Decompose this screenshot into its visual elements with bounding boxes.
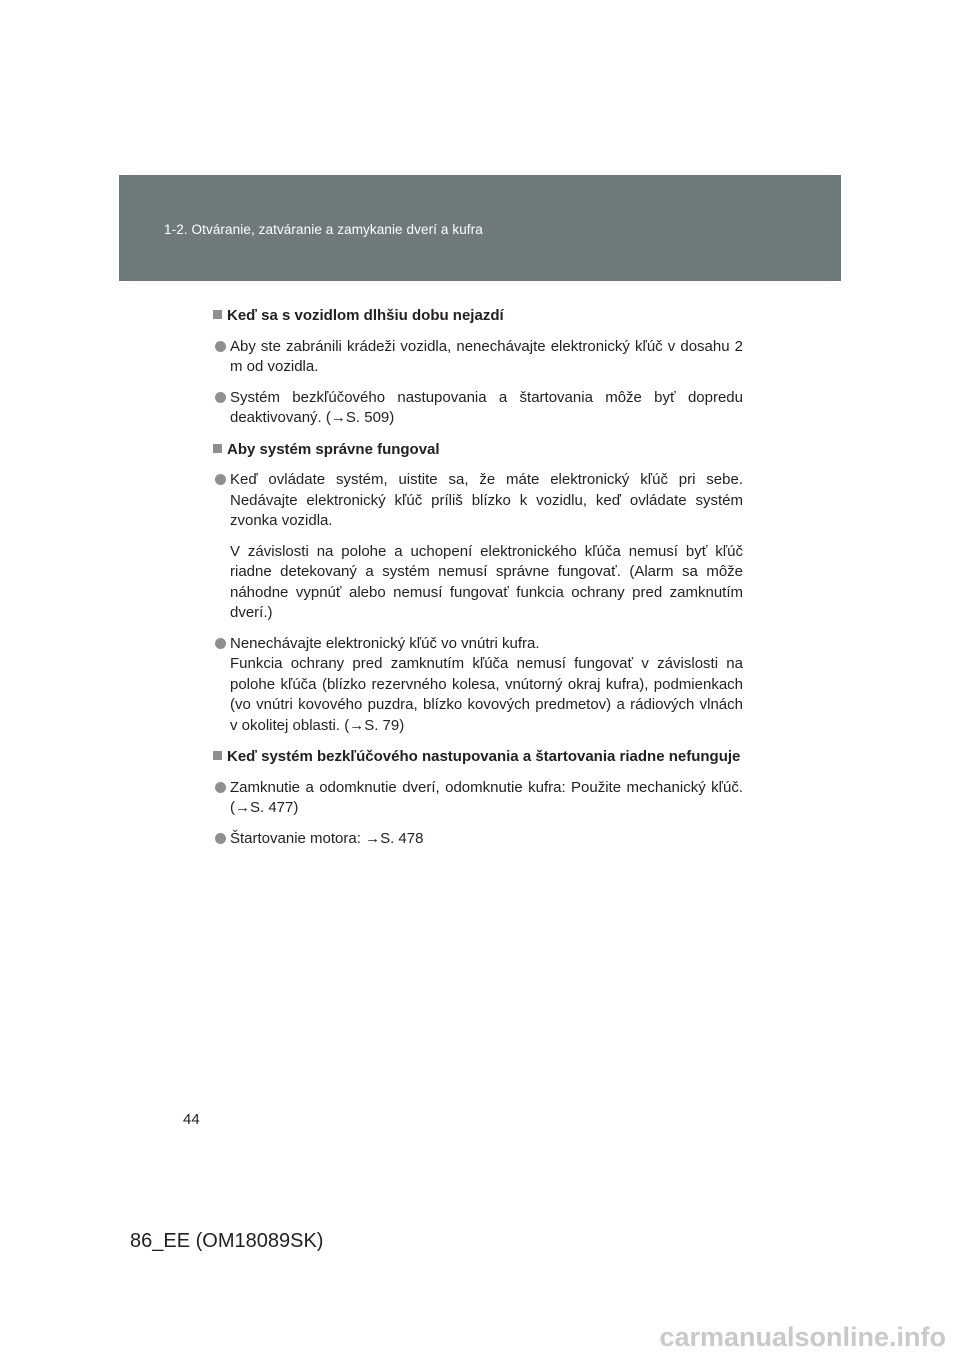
round-bullet-icon	[215, 392, 226, 403]
watermark: carmanualsonline.info	[659, 1322, 946, 1352]
section-header-title: 1-2. Otváranie, zatváranie a zamykanie dverí a kufra	[164, 222, 483, 237]
header-band	[119, 175, 841, 281]
page-number: 44	[183, 1111, 200, 1128]
section-proper-operation	[213, 440, 743, 737]
bullet-text: V závislosti na polohe a uchopení elektronického kľúča nemusí byť kľúč riadne detekovaný a systém nemusí správne fungovať. (Alarm sa môže náhodne vypnúť alebo nemusí fungovať funkcia ochrany pred zamknutím dverí.)	[230, 542, 743, 621]
square-bullet-icon	[213, 444, 222, 453]
list-item	[213, 778, 743, 819]
section-long-storage	[213, 306, 743, 429]
bullet-text: Nenechávajte elektronický kľúč vo vnútri kufra.	[230, 634, 540, 652]
round-bullet-icon	[215, 833, 226, 844]
page-content	[213, 306, 743, 860]
square-bullet-icon	[213, 751, 222, 760]
section-malfunction	[213, 747, 743, 849]
section-title: Keď systém bezkľúčového nastupovania a štartovania riadne nefunguje	[213, 747, 743, 768]
list-item	[213, 829, 743, 850]
square-bullet-icon	[213, 310, 222, 319]
list-item	[213, 388, 743, 429]
section-title: Aby systém správne fungoval	[213, 440, 743, 461]
list-item	[213, 337, 743, 378]
list-item	[213, 470, 743, 624]
bullet-text: Funkcia ochrany pred zamknutím kľúča nemusí fungovať v závislosti na polohe kľúča (blízko rezervného kolesa, vnútorný okraj kufra), podmienkach (vo vnútri kovového puzdra, blízko kovových predmetov) a rádiových vlnách v okolitej oblasti. (→S. 79)	[230, 655, 743, 734]
round-bullet-icon	[215, 782, 226, 793]
round-bullet-icon	[215, 638, 226, 649]
bullet-text: Systém bezkľúčového nastupovania a štartovania môže byť dopredu deaktivovaný. (→S. 509)	[230, 388, 743, 426]
round-bullet-icon	[215, 341, 226, 352]
bullet-text: Keď ovládate systém, uistite sa, že máte elektronický kľúč pri sebe. Nedávajte elektronický kľúč príliš blízko k vozidlu, keď ovládate systém zvonka vozidla.	[230, 471, 743, 529]
bullet-text: Zamknutie a odomknutie dverí, odomknutie kufra: Použite mechanický kľúč. (→S. 477)	[230, 778, 743, 816]
list-item	[213, 634, 743, 737]
section-title: Keď sa s vozidlom dlhšiu dobu nejazdí	[213, 306, 743, 327]
document-code: 86_EE (OM18089SK)	[130, 1230, 324, 1252]
bullet-text: Aby ste zabránili krádeži vozidla, nenechávajte elektronický kľúč v dosahu 2 m od vozidla.	[230, 337, 743, 375]
bullet-text: Štartovanie motora: →S. 478	[230, 829, 424, 847]
round-bullet-icon	[215, 474, 226, 485]
